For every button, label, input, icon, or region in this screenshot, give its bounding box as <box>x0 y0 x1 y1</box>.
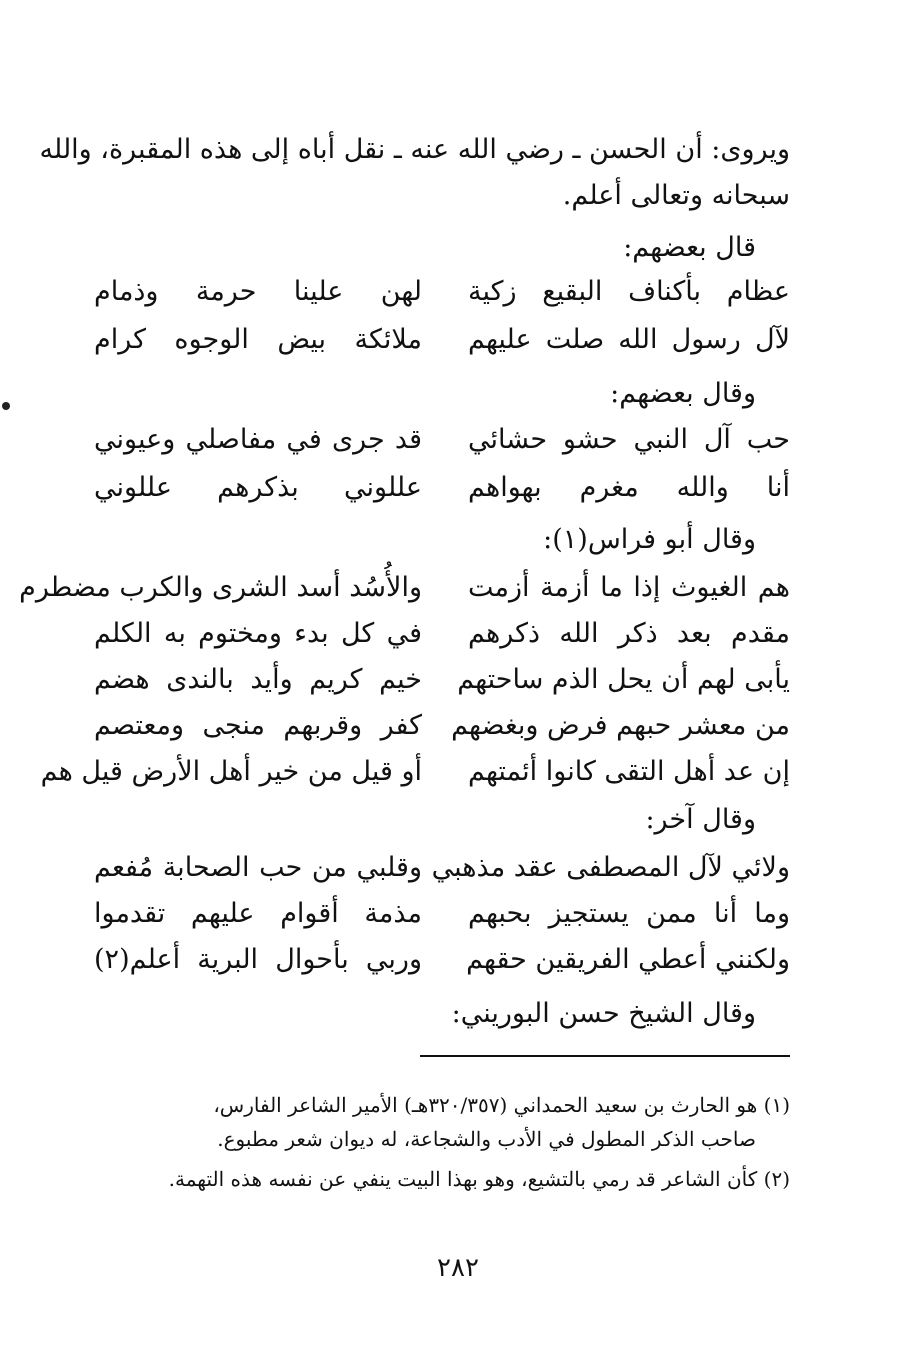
poem-4-verse-2-left: مذمة أقوام عليهم تقدموا <box>94 898 422 929</box>
poem-4-verse-3-right: ولكنني أعطي الفريقين حقهم <box>466 944 790 975</box>
poem-5-intro: وقال الشيخ حسن البوريني: <box>451 998 756 1029</box>
poem-2-intro: وقال بعضهم: <box>610 378 756 409</box>
poem-3-intro: وقال أبو فراس(١): <box>543 524 756 555</box>
margin-speck <box>2 402 10 410</box>
poem-3-verse-4-left: كفر وقربهم منجى ومعتصم <box>94 710 422 741</box>
poem-2-verse-2-left: عللوني بذكرهم عللوني <box>94 472 422 503</box>
poem-4-verse-2-right: وما أنا ممن يستجيز بحبهم <box>468 898 790 929</box>
poem-3-verse-2-left: في كل بدء ومختوم به الكلم <box>94 618 422 649</box>
poem-4-verse-1-right: ولائي لآل المصطفى عقد مذهبي <box>431 852 790 883</box>
paragraph-line-1: ويروى: أن الحسن ـ رضي الله عنه ـ نقل أباه إلى هذه المقبرة، والله <box>39 134 790 165</box>
poem-3-verse-3-right: يأبى لهم أن يحل الذم ساحتهم <box>457 664 790 695</box>
poem-3-verse-5-left: أو قيل من خير أهل الأرض قيل هم <box>40 756 422 787</box>
poem-2-verse-1-right: حب آل النبي حشو حشائي <box>468 424 790 455</box>
poem-1-intro: قال بعضهم: <box>623 232 756 263</box>
poem-1-verse-1-left: لهن علينا حرمة وذمام <box>94 276 422 307</box>
footnote-1-line-1: (١) هو الحارث بن سعيد الحمداني (٣٢٠/٣٥٧هـ) الأمير الشاعر الفارس، <box>213 1093 790 1117</box>
page-number: ٢٨٢ <box>437 1253 479 1283</box>
poem-3-verse-5-right: إن عد أهل التقى كانوا أئمتهم <box>468 756 790 787</box>
poem-2-verse-2-right: أنا والله مغرم بهواهم <box>468 472 790 503</box>
footnote-divider <box>420 1055 790 1057</box>
poem-4-verse-1-left: وقلبي من حب الصحابة مُفعم <box>94 852 422 883</box>
poem-4-intro: وقال آخر: <box>645 804 756 835</box>
poem-1-verse-2-left: ملائكة بيض الوجوه كرام <box>94 324 422 355</box>
footnote-1-line-2: صاحب الذكر المطول في الأدب والشجاعة، له ديوان شعر مطبوع. <box>217 1127 756 1151</box>
poem-3-verse-4-right: من معشر حبهم فرض وبغضهم <box>451 710 790 741</box>
poem-1-verse-2-right: لآل رسول الله صلت عليهم <box>468 324 790 355</box>
poem-4-verse-3-left: وربي بأحوال البرية أعلم(٢) <box>94 944 422 975</box>
poem-3-verse-2-right: مقدم بعد ذكر الله ذكرهم <box>468 618 790 649</box>
paragraph-line-2: سبحانه وتعالى أعلم. <box>562 180 790 211</box>
poem-2-verse-1-left: قد جرى في مفاصلي وعيوني <box>94 424 422 455</box>
poem-3-verse-1-left: والأُسُد أسد الشرى والكرب مضطرم <box>19 572 422 603</box>
poem-3-verse-3-left: خيم كريم وأيد بالندى هضم <box>94 664 422 695</box>
poem-3-verse-1-right: هم الغيوث إذا ما أزمة أزمت <box>468 572 790 603</box>
poem-1-verse-1-right: عظام بأكناف البقيع زكية <box>468 276 790 307</box>
footnote-2: (٢) كأن الشاعر قد رمي بالتشيع، وهو بهذا البيت ينفي عن نفسه هذه التهمة. <box>168 1167 790 1191</box>
